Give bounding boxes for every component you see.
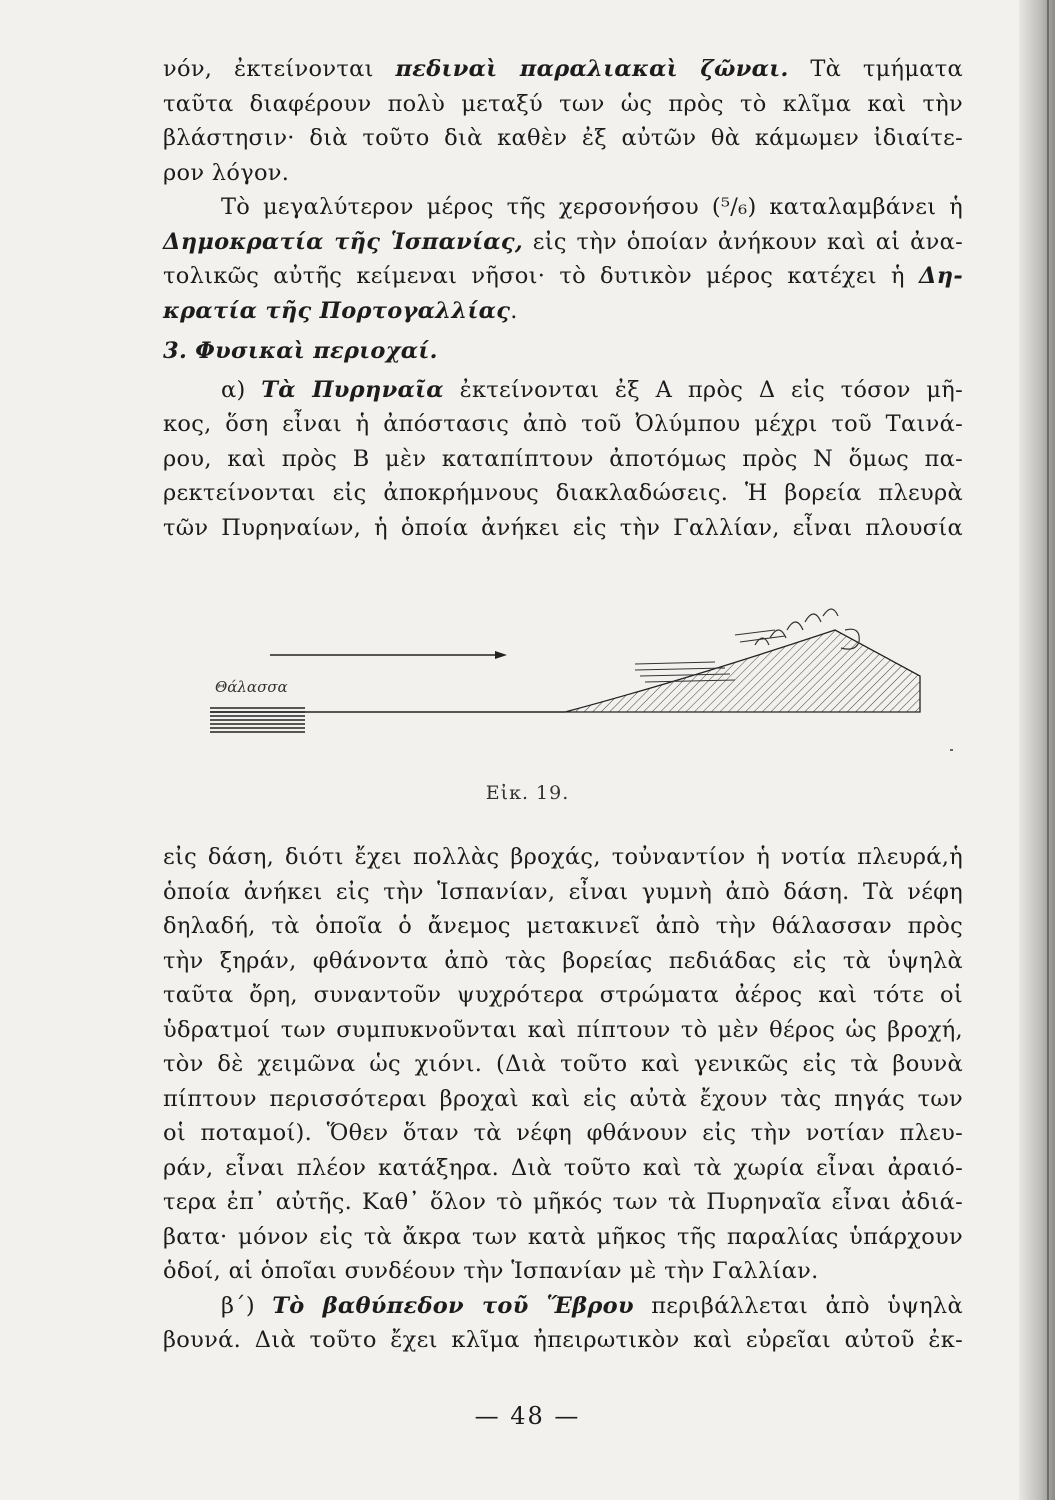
text-line: α) Τὰ Πυρηναῖα ἐκτείνονται ἐξ Α πρὸς Δ εἰς τόσον μῆ- (221, 376, 963, 403)
figure-caption: Εἰκ. 19. (485, 782, 570, 804)
text-line: ὁδοί, αἱ ὁποῖαι συνδέουν τὴν Ἱσπανίαν μὲ τὴν Γαλλίαν. (163, 1258, 819, 1284)
text-line: ρον λόγον. (163, 159, 290, 186)
wind-arrow-head-icon (495, 651, 507, 659)
page-edge-line (1047, 0, 1049, 1500)
text-line: Τὸ μεγαλύτερον μέρος τῆς χερσονήσου (⁵/₆) καταλαμβάνει ἡ (221, 194, 963, 220)
text-line: πίπτουν περισσότεραι βροχαὶ καὶ εἰς αὐτὰ ἔχουν τὰς πηγάς των (163, 1085, 963, 1112)
text-line: ταῦτα διαφέρουν πολὺ μεταξύ των ὡς πρὸς τὸ κλῖμα καὶ τὴν (163, 90, 963, 117)
text-line: ρεκτείνονται εἰς ἀποκρήμνους διακλαδώσεις. Ἡ βορεία πλευρὰ (163, 480, 963, 506)
mountain-shape (565, 630, 920, 712)
text-line: β΄) Τὸ βαθύπεδον τοῦ Ἕβρου περιβάλλεται ἀπὸ ὑψηλὰ (221, 1292, 963, 1319)
text-line: κος, ὅση εἶναι ἡ ἀπόστασις ἀπὸ τοῦ Ὀλύμπου μέχρι τοῦ Ταινά- (163, 411, 963, 437)
text-line: βλάστησιν· διὰ τοῦτο διὰ καθὲν ἐξ αὐτῶν θὰ κάμωμεν ἰδιαίτε- (163, 125, 963, 151)
text-line: ὑδρατμοί των συμπυκνοῦνται καὶ πίπτουν τὸ μὲν θέρος ὡς βροχή, (163, 1016, 963, 1043)
text-line: τερα ἐπ᾽ αὐτῆς. Καθ᾽ ὅλον τὸ μῆκός των τὰ Πυρηναῖα εἶναι ἀδιά- (163, 1189, 963, 1215)
text-line: κρατία τῆς Πορτογαλλίας. (163, 297, 518, 324)
text-line: βουνά. Διὰ τοῦτο ἔχει κλῖμα ἠπειρωτικὸν καὶ εὐρεῖαι αὐτοῦ ἐκ- (163, 1327, 963, 1353)
text-line: νόν, ἐκτείνονται πεδιναὶ παραλιακαὶ ζῶναι. Τὰ τμήματα (163, 56, 963, 82)
top-text-block (163, 52, 963, 545)
text-line: δηλαδή, τὰ ὁποῖα ὁ ἄνεμος μετακινεῖ ἀπὸ τὴν θάλασσαν πρὸς (163, 913, 963, 939)
sea-label: Θάλασσα (215, 678, 288, 696)
text-line: τολικῶς αὐτῆς κείμεναι νῆσοι· τὸ δυτικὸν μέρος κατέχει ἡ Δη- (163, 263, 963, 289)
page-edge-shadow (1019, 0, 1055, 1500)
text-line: ρου, καὶ πρὸς Β μὲν καταπίπτουν ἀποτόμως πρὸς Ν ὅμως πα- (163, 445, 963, 472)
page-number: — 48 — (474, 1402, 581, 1430)
text-line: ταῦτα ὄρη, συναντοῦν ψυχρότερα στρώματα ἀέρος καὶ τότε οἱ (163, 982, 963, 1008)
text-line: τὴν ξηράν, φθάνοντα ἀπὸ τὰς βορείας πεδιάδας εἰς τὰ ὑψηλὰ (163, 947, 963, 974)
text-line: Δημοκρατία τῆς Ἱσπανίας, εἰς τὴν ὁποίαν ἀνήκουν καὶ αἱ ἀνα- (163, 228, 963, 255)
text-line: ράν, εἶναι πλέον κατάξηρα. Διὰ τοῦτο καὶ τὰ χωρία εἶναι ἀραιό- (163, 1154, 963, 1181)
text-line: τῶν Πυρηναίων, ἡ ὁποία ἀνήκει εἰς τὴν Γαλλίαν, εἶναι πλουσία (163, 514, 963, 541)
text-line: εἰς δάση, διότι ἔχει πολλὰς βροχάς, τοὐναντίον ἡ νοτία πλευρά,ἡ (163, 844, 963, 870)
bottom-text-block (163, 840, 963, 1358)
text-line: τὸν δὲ χειμῶνα ὡς χιόνι. (Διὰ τοῦτο καὶ γενικῶς εἰς τὰ βουνὰ (163, 1051, 963, 1077)
text-line: βατα· μόνον εἰς τὰ ἄκρα των κατὰ μῆκος τῆς παραλίας ὑπάρχουν (163, 1223, 963, 1250)
mountain-wind-diagram (195, 600, 985, 770)
text-line: ὁποία ἀνήκει εἰς τὴν Ἱσπανίαν, εἶναι γυμνὴ ἀπὸ δάση. Τὰ νέφη (163, 878, 963, 905)
text-line: οἱ ποταμοί). Ὅθεν ὅταν τὰ νέφη φθάνουν εἰς τὴν νοτίαν πλευ- (163, 1120, 963, 1146)
section-heading: 3. Φυσικαὶ περιοχαί. (163, 338, 438, 364)
